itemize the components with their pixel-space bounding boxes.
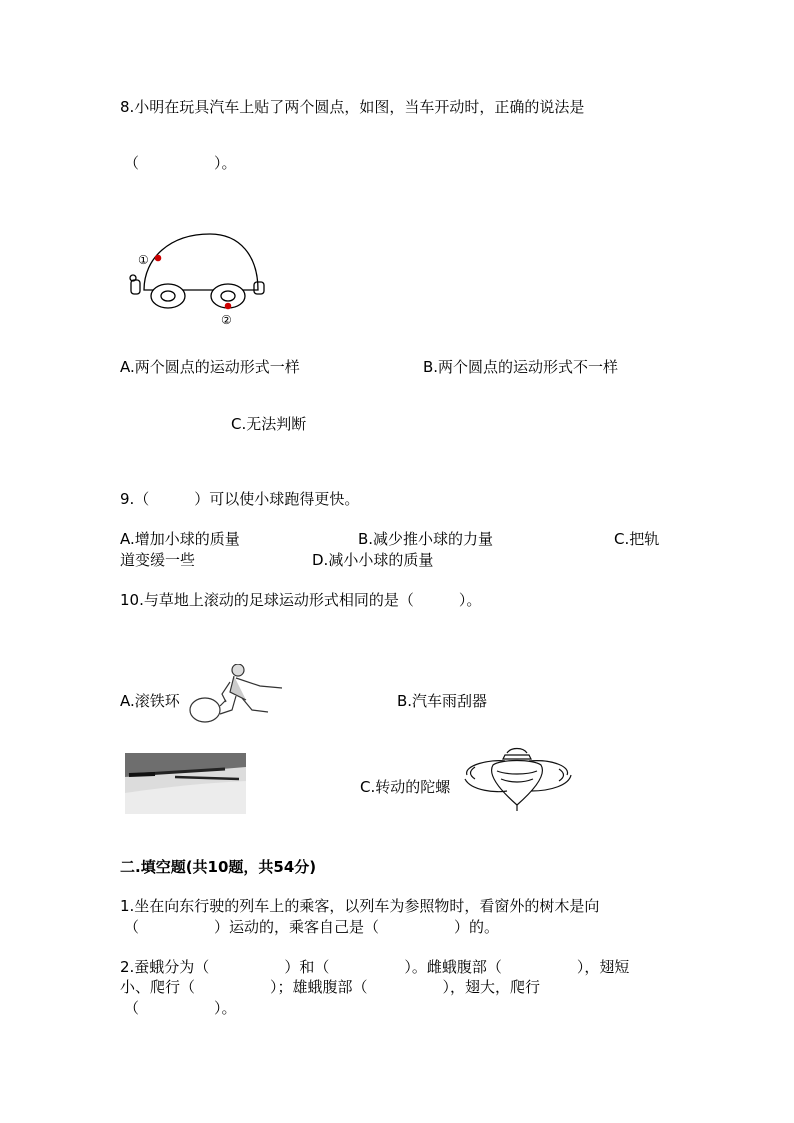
q8-option-b: B.两个圆点的运动形式不一样 bbox=[423, 358, 619, 376]
q9-option-c-cont: 道变缓一些 bbox=[120, 551, 196, 569]
q8-option-c: C.无法判断 bbox=[231, 415, 307, 433]
section-heading: 二.填空题(共10题，共54分) bbox=[120, 858, 317, 876]
q8-stem: 8.小明在玩具汽车上贴了两个圆点，如图，当车开动时，正确的说法是 bbox=[120, 98, 585, 116]
dot-2 bbox=[225, 303, 232, 310]
car-body-outline bbox=[144, 234, 258, 290]
q9-option-a: A.增加小球的质量 bbox=[120, 530, 240, 548]
car-front-bumper bbox=[131, 280, 140, 294]
hoop-rolling-image bbox=[186, 664, 286, 724]
fill-q2-line2: 小、爬行（ ）；雄蛾腹部（ ），翅大，爬行 bbox=[120, 978, 541, 996]
fill-q2-line1: 2.蚕蛾分为（ ）和（ ）。雌蛾腹部（ ），翅短 bbox=[120, 958, 630, 976]
q9-option-c: C.把轨 bbox=[614, 530, 660, 548]
toy-car-figure bbox=[122, 228, 272, 330]
front-wheel bbox=[151, 284, 185, 308]
q10-option-c: C.转动的陀螺 bbox=[360, 778, 451, 796]
fill-q1-line2: （ ）运动的，乘客自己是（ ）的。 bbox=[124, 918, 500, 936]
fill-q2-line3: （ ）。 bbox=[124, 999, 237, 1017]
spinning-top-image bbox=[461, 745, 573, 813]
dot-2-label: ② bbox=[221, 313, 232, 327]
fill-q1-line1: 1.坐在向东行驶的列车上的乘客，以列车为参照物时，看窗外的树木是向 bbox=[120, 897, 600, 915]
q9-option-b: B.减少推小球的力量 bbox=[358, 530, 494, 548]
dot-1-label: ① bbox=[138, 253, 149, 267]
car-rear-bumper bbox=[254, 282, 264, 294]
q9-stem: 9.（ ）可以使小球跑得更快。 bbox=[120, 490, 360, 508]
q10-stem: 10.与草地上滚动的足球运动形式相同的是（ ）。 bbox=[120, 591, 482, 609]
dot-1 bbox=[155, 255, 162, 262]
windshield-wiper-image bbox=[125, 753, 246, 814]
q8-answer-blank: （ ）。 bbox=[124, 154, 237, 172]
q8-option-a: A.两个圆点的运动形式一样 bbox=[120, 358, 300, 376]
q10-option-b: B.汽车雨刮器 bbox=[397, 692, 488, 710]
q9-option-d: D.减小小球的质量 bbox=[312, 551, 434, 569]
q10-option-a: A.滚铁环 bbox=[120, 692, 180, 710]
